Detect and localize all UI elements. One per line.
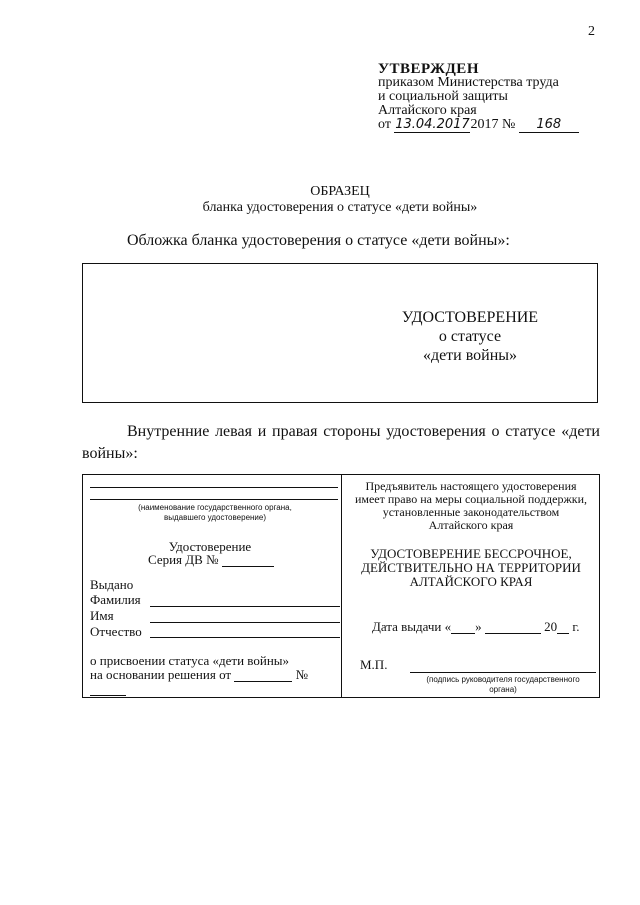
form-divider [341, 474, 342, 698]
cover-intro: Обложка бланка удостоверения о статусе «дети войны»: [127, 232, 510, 249]
issue-date-line [372, 620, 598, 634]
validity-line-2: ДЕЙСТВИТЕЛЬНО НА ТЕРРИТОРИИ [361, 560, 581, 575]
name-label: Имя [90, 608, 114, 623]
issue-date-mid: » [475, 619, 482, 634]
sample-heading [180, 184, 500, 216]
validity-line-1: УДОСТОВЕРЕНИЕ БЕССРОЧНОЕ, [370, 546, 572, 561]
cover-title: УДОСТОВЕРЕНИЕ [401, 309, 539, 326]
validity-statement [343, 547, 599, 589]
issue-year-prefix: 20 [544, 619, 558, 634]
approval-date-prefix: от [378, 117, 391, 132]
cover-line-3: «дети войны» [422, 347, 518, 364]
rights-line-1: Предъявитель настоящего удостоверения [365, 479, 577, 493]
cert-title: Удостоверение [168, 539, 252, 554]
signature-caption-line-2: органа) [489, 685, 517, 694]
validity-line-3: АЛТАЙСКОГО КРАЯ [409, 574, 533, 589]
series-line [148, 553, 338, 567]
rights-line-2: имеет право на меры социальной поддержки, [354, 492, 588, 506]
sample-subtitle: бланка удостоверения о статусе «дети войны» [202, 200, 478, 215]
series-number-field [222, 554, 274, 567]
sample-title: ОБРАЗЕЦ [310, 184, 370, 199]
surname-field [150, 606, 340, 607]
approval-line-2: и социальной защиты [378, 89, 508, 104]
rights-line-3: установленные законодательством [382, 505, 560, 519]
org-name-line-1 [90, 487, 338, 488]
approval-line-1: приказом Министерства труда [378, 75, 559, 90]
signature-caption-line-1: (подпись руководителя государственного [426, 675, 580, 684]
decision-date-label: на основании решения от [90, 667, 232, 682]
stamp-label: М.П. [360, 657, 388, 672]
cover-line-2: о статусе [438, 328, 502, 345]
inner-intro: Внутренние левая и правая стороны удостоверения о статусе «дети войны»: [82, 423, 600, 462]
decision-number-label: № [295, 667, 308, 682]
patronymic-label: Отчество [90, 624, 142, 639]
name-field [150, 622, 340, 623]
approval-date-handwritten: 13.04.2017 [395, 117, 470, 132]
org-caption [100, 503, 330, 523]
approval-number-handwritten: 168 [519, 118, 579, 133]
org-name-line-2 [90, 499, 338, 500]
issue-date-prefix: Дата выдачи « [372, 619, 452, 634]
surname-label: Фамилия [90, 592, 141, 607]
page-number: 2 [588, 24, 595, 39]
approval-date-line [378, 118, 618, 133]
status-line-1: о присвоении статуса «дети войны» [90, 653, 290, 668]
patronymic-field [150, 637, 340, 638]
status-statement [90, 654, 338, 696]
cover-text [370, 308, 570, 365]
approval-year-number: 2017 № [470, 117, 516, 132]
org-caption-line-1: (наименование государственного органа, [138, 503, 292, 512]
signature-caption [405, 675, 601, 695]
signature-field [410, 672, 596, 673]
decision-date-field [234, 669, 292, 682]
status-line-2 [90, 668, 338, 696]
issue-day-field [451, 621, 475, 634]
issue-year-field [557, 621, 569, 634]
approval-line-3: Алтайского края [378, 103, 477, 118]
rights-line-4: Алтайского края [428, 518, 514, 532]
issue-month-field [485, 621, 541, 634]
issued-label: Выдано [90, 577, 134, 592]
rights-statement [343, 480, 599, 532]
series-label: Серия ДВ № [148, 552, 219, 567]
issue-year-suffix: г. [572, 619, 580, 634]
approval-heading: УТВЕРЖДЕН [378, 61, 479, 77]
approval-block [378, 62, 618, 133]
org-caption-line-2: выдавшего удостоверение) [163, 513, 267, 522]
decision-number-field [90, 683, 126, 696]
